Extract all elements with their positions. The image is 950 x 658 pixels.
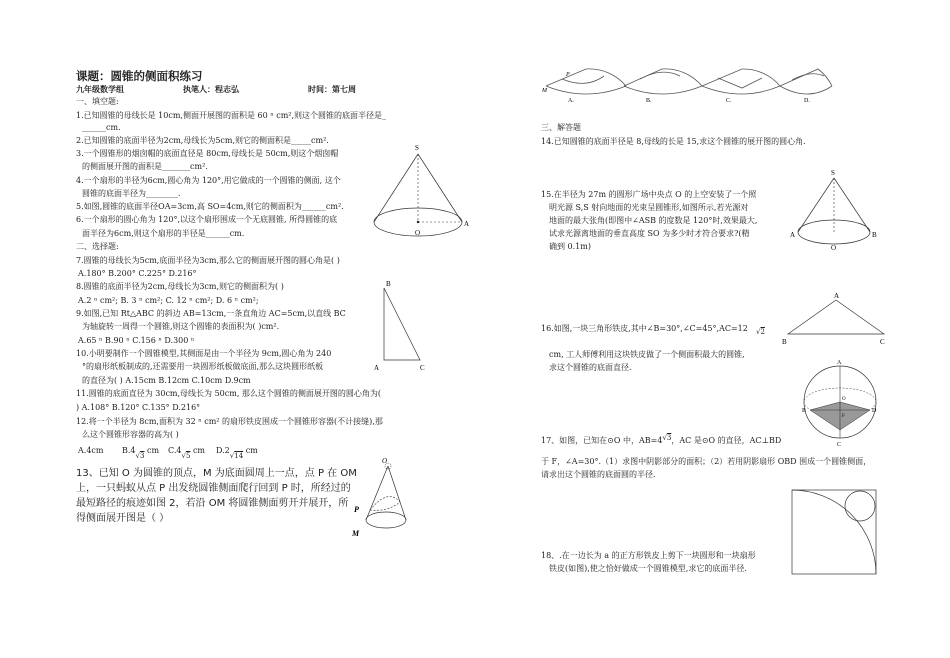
q2-line: 2.已知圆锥的底面半径为2cm,母线长为5cm,则它的侧面积是_____cm².: [76, 136, 329, 145]
q8-options: A.2 ⁿ cm²; B. 3 ⁿ cm²; C. 12 ⁿ cm²; D. 6 ⁿ cm²;: [78, 296, 259, 305]
author: 执笔人：程志弘: [183, 84, 239, 94]
option-b: B.: [646, 98, 652, 104]
label-a: A: [837, 360, 842, 366]
label-o: O: [831, 244, 837, 252]
q8-line: 8.圆锥的底面半径为2cm,母线长为3cm,则它的侧面积为( ): [76, 282, 284, 291]
label-d: D: [872, 408, 877, 414]
q12-line1: 12.将一个半径为 8cm,面积为 32 ⁿ cm² 的扇形铁皮围成一个圆锥形容器(不计接缝),那: [76, 417, 383, 426]
q16-line1: 16.如图,一块三角形铁皮,其中∠B=30°,∠C=45°,AC=12: [541, 324, 748, 333]
q7-line: 7.圆锥的母线长为5cm,底面半径为3cm,那么它的侧面展开图的圆心角是( ): [76, 256, 340, 265]
q9-line2: 为轴旋转一周得一个圆锥,则这个圆锥的表面积为( )cm².: [82, 322, 280, 331]
q10-line3: 的直径为( ) A.15cm B.12cm C.10cm D.9cm: [82, 376, 251, 385]
option-c: C.: [726, 98, 732, 104]
section1-heading: 一、填空题:: [76, 97, 119, 106]
q16-line2: cm, 工人师傅利用这块铁皮做了一个侧面积最大的圆锥,: [549, 350, 745, 359]
q18-line1: 18、.在一边长为 a 的正方形铁皮上剪下一块圆形和一块扇形: [541, 551, 756, 560]
label-o: O: [382, 457, 388, 465]
grade-group: 九年级数学组: [76, 84, 124, 94]
square-figure-q18: [790, 488, 880, 578]
q9-line1: 9.如图,已知 Rt△ABC 的斜边 AB=13cm,一条直角边 AC=5cm,以直线 BC: [76, 309, 346, 318]
q15-line3: 地面的最大张角(即图中∠ASB 的度数是 120°时,效果最大,: [549, 216, 758, 225]
section2-heading: 二、选择题:: [76, 242, 119, 251]
q5-line: 5.如图,圆锥的底面半径OA=3cm,高 SO=4cm,则它的侧面积为______cm².: [76, 202, 344, 211]
q12-option-d: D.2√14 cm: [216, 446, 258, 460]
label-f: F: [842, 414, 845, 419]
q10-line2: °的扇形纸板制成的,还需要用一块圆形纸板做底面,那么这块圆形纸板: [82, 362, 324, 371]
q6-line2: 面半径为6cm,则这个扇形的半径是______cm.: [82, 229, 245, 238]
q4-line2: 圆锥的底面半径为________.: [82, 189, 181, 198]
label-c: C: [420, 364, 425, 372]
label-b: B: [872, 231, 877, 239]
q12-option-a: A.4cm: [78, 446, 104, 455]
q11-line1: 11.圆锥的底面直径为 30cm,母线长为 50cm, 那么这个圆锥的侧面展开图的圆心角为(: [76, 389, 382, 398]
cone-figure-q5: [370, 140, 480, 245]
q17-line3: 请求出这个圆锥的底面圆的半径.: [541, 470, 656, 479]
label-b: B: [802, 408, 807, 414]
q13-line4: 得侧面展开图是（ ）: [76, 513, 170, 524]
q15-line4: 试求光源离地面的垂直高度 SO 为多少时才符合要求?(精: [549, 229, 750, 238]
q15-line1: 15.在半径为 27m 的圆形广场中央点 O 的上空安装了一个照: [541, 190, 757, 199]
section3-heading: 三、解答题: [541, 123, 581, 132]
q9-options: A.65 ⁿ B.90 ⁿ C.156 ⁿ D.300 ⁿ: [78, 336, 195, 345]
q3-line2: 的侧面展开图的面积是_______cm².: [82, 162, 208, 171]
label-m: M: [352, 529, 360, 538]
q15-line2: 明光源 S,S 射向地面的光束呈圆锥形,如图所示,若光源对: [549, 203, 749, 212]
label-m: M: [542, 88, 547, 94]
q13-line2: 上，一只蚂蚁从点 P 出发绕圆锥侧面爬行回到 P 时，所经过的: [76, 483, 351, 494]
options-figure-q13: [542, 64, 832, 104]
label-b: B: [386, 280, 391, 288]
q3-line1: 3.一个圆锥形的烟囱帽的底面直径是 80cm,母线长是 50cm,则这个烟囱帽: [76, 149, 339, 158]
label-a: A: [374, 364, 380, 372]
label-c: C: [880, 338, 885, 346]
q11-line2: ) A.108° B.120° C.135° D.216°: [76, 403, 201, 412]
triangle-figure-q9: [370, 276, 430, 376]
q10-line1: 10.小明要制作一个圆锥模型,其侧面是由一个半径为 9cm,圆心角为 240: [76, 349, 332, 358]
q1-line2: ______cm.: [82, 123, 121, 132]
time: 时间：第七周: [308, 84, 356, 94]
label-p: P: [354, 505, 359, 514]
label-a: A: [464, 220, 470, 228]
q17-line2: 于 F，∠A=30°.（1）求图中阴影部分的面积；（2）若用阴影扇形 OBD 围成一个圆锥侧面，: [541, 457, 872, 466]
q1-line1: 1.已知圆锥的母线长是 10cm,侧面开展图的面积是 60 ⁿ cm²,则这个圆锥的底面半径是_: [76, 111, 387, 120]
q12-line2: 么这个圆锥形容器的高为( ): [82, 430, 179, 439]
cone-figure-q13: [348, 458, 408, 543]
label-s: S: [831, 169, 835, 177]
option-a: A.: [568, 98, 574, 104]
q14-line: 14.已知圆锥的底面半径是 8,母线的长是 15,求这个圆锥的展开图的圆心角.: [541, 137, 806, 146]
page-title: 课题：圆锥的侧面积练习: [76, 69, 203, 83]
cone-figure-q15: [790, 168, 880, 273]
q4-line1: 4.一个扇形的半径为6cm,圆心角为 120°,用它做成的一个圆锥的侧面, 这个: [76, 176, 341, 185]
label-c: C: [837, 442, 842, 448]
triangle-figure-q16: [780, 290, 890, 350]
q18-line2: 铁皮(如图),使之恰好做成一个圆锥模型,求它的底面半径.: [549, 564, 747, 573]
q7-options: A.180° B.200° C.225° D.216°: [78, 269, 197, 278]
label-o: O: [415, 229, 421, 237]
label-a: A: [834, 292, 840, 300]
option-d: D.: [804, 98, 810, 104]
label-s: S: [415, 144, 419, 152]
label-a: A: [790, 231, 796, 239]
q13-line3: 最短路径的痕迹如图 2，若沿 OM 将圆锥侧面剪开并展开，所: [76, 498, 349, 509]
q6-line1: 6.一个扇形的圆心角为 120°,以这个扇形围成一个无底圆锥, 所得圆锥的底: [76, 215, 338, 224]
label-p: P: [566, 72, 570, 78]
circle-figure-q17: [796, 360, 886, 450]
q15-line5: 确到 0.1m): [549, 242, 591, 251]
label-o: O: [842, 397, 846, 402]
q16-radical: √2: [756, 328, 765, 336]
q17-line1: 17、如图，已知在⊙O 中，AB=4√3，AC 是⊙O 的直径，AC⊥BD: [541, 434, 782, 445]
q12-option-c: C.4√5 cm: [168, 446, 206, 460]
q13-line1: 13、已知 O 为圆锥的顶点，M 为底面圆周上一点，点 P 在 OM: [76, 468, 357, 479]
q12-option-b: B.4√3 cm: [122, 446, 160, 460]
label-b: B: [782, 338, 787, 346]
q16-line3: 求这个圆锥的底面直径.: [549, 363, 632, 372]
